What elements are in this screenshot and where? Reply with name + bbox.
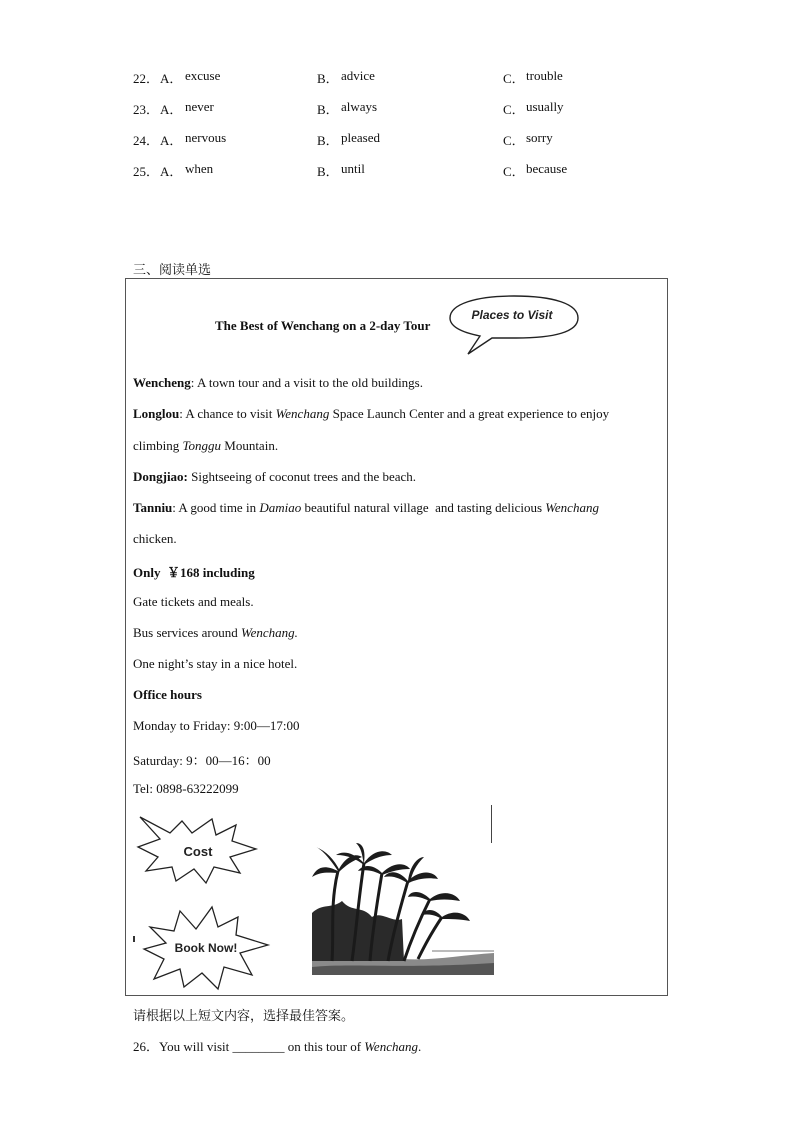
place-description: : A chance to visit: [179, 406, 276, 421]
place-emphasis: Tonggu: [182, 438, 222, 453]
include-item: [133, 625, 298, 641]
option-b-text: always: [341, 99, 378, 114]
place-description: : A good time in: [172, 500, 260, 515]
option-row: [0, 161, 794, 181]
place-emphasis: Wenchang: [275, 406, 330, 421]
place-emphasis: Wenchang: [545, 500, 599, 515]
place-emphasis: Damiao: [259, 500, 302, 515]
option-b-letter: B．: [317, 102, 339, 117]
option-a-text: nervous: [185, 130, 227, 145]
office-heading: Office hours: [133, 687, 202, 702]
option-a-letter: A．: [160, 164, 183, 179]
place-label: Longlou: [133, 406, 180, 421]
option-b-letter: B．: [317, 71, 339, 86]
option-c-text: sorry: [526, 130, 553, 145]
option-a-text: when: [185, 161, 214, 176]
place-description: Mountain.: [221, 438, 279, 453]
option-b-text: pleased: [341, 130, 380, 145]
cost-label: Cost: [183, 844, 213, 859]
ad-item-dongjiao: [133, 469, 416, 485]
question-end: .: [417, 1039, 422, 1054]
question-number: 22．: [133, 71, 160, 86]
palm-trees-image: [312, 843, 494, 975]
option-a-letter: A．: [160, 102, 183, 117]
ad-title: The Best of Wenchang on a 2-day Tour: [215, 318, 431, 333]
place-label: Tanniu: [133, 500, 173, 515]
option-b-letter: B．: [317, 133, 339, 148]
option-a-letter: A．: [160, 71, 183, 86]
option-c-text: trouble: [526, 68, 563, 83]
question-emphasis: Wenchang: [364, 1039, 418, 1054]
answer-blank[interactable]: ________: [232, 1039, 285, 1054]
place-description: Space Launch Center and a great experience to enjoy: [329, 406, 610, 421]
option-c-text: because: [526, 161, 568, 176]
place-description: beautiful natural village and tasting delicious: [301, 500, 546, 515]
option-c-text: usually: [526, 99, 564, 114]
option-row: [0, 99, 794, 119]
option-b-text: until: [341, 161, 365, 176]
include-item: Gate tickets and meals.: [133, 594, 254, 609]
place-label: Dongjiao:: [133, 469, 188, 484]
option-c-letter: C．: [503, 164, 525, 179]
question-26: [133, 1036, 421, 1055]
question-number: 24．: [133, 133, 160, 148]
question-number: 25．: [133, 164, 160, 179]
phone-number: Tel: 0898-63222099: [133, 781, 239, 796]
place-description: climbing: [133, 438, 183, 453]
option-a-text: never: [185, 99, 214, 114]
ad-item-tanniu-cont: chicken.: [133, 531, 177, 546]
place-label: Wencheng: [133, 375, 191, 390]
speech-bubble: [446, 292, 582, 360]
place-description: Sightseeing of coconut trees and the beach.: [187, 469, 417, 484]
office-hours-saturday: Saturday: 9：00—16：00: [133, 753, 271, 768]
ad-item-longlou-cont: [133, 438, 278, 454]
question-text: You will visit: [159, 1039, 233, 1054]
option-c-letter: C．: [503, 133, 525, 148]
section-title: 三、阅读单选: [133, 263, 212, 278]
option-row: [0, 130, 794, 150]
ad-item-tanniu: [133, 500, 599, 516]
book-now-label: Book Now!: [174, 941, 238, 955]
decorative-mark: [133, 936, 135, 942]
ad-item-wencheng: [133, 375, 423, 391]
price-heading: Only ￥168 including: [133, 565, 255, 580]
book-now-burst-button[interactable]: [140, 905, 272, 991]
include-text: Bus services around: [133, 625, 241, 640]
include-item: One night’s stay in a nice hotel.: [133, 656, 298, 671]
ad-item-longlou: [133, 406, 609, 422]
office-hours-weekday: Monday to Friday: 9:00—17:00: [133, 718, 300, 733]
option-row: [0, 68, 794, 88]
question-number: 26．: [133, 1039, 160, 1054]
option-b-text: advice: [341, 68, 375, 83]
question-number: 23．: [133, 102, 160, 117]
option-b-letter: B．: [317, 164, 339, 179]
option-a-text: excuse: [185, 68, 221, 83]
include-emphasis: Wenchang.: [240, 625, 298, 640]
place-description: : A town tour and a visit to the old buildings.: [190, 375, 423, 390]
instruction-text: 请根据以上短文内容，选择最佳答案。: [133, 1009, 355, 1024]
option-a-letter: A．: [160, 133, 183, 148]
cost-burst-badge: [136, 813, 260, 885]
option-c-letter: C．: [503, 71, 525, 86]
option-c-letter: C．: [503, 102, 525, 117]
question-text: on this tour of: [284, 1039, 365, 1054]
bubble-text: Places to Visit: [471, 308, 553, 322]
